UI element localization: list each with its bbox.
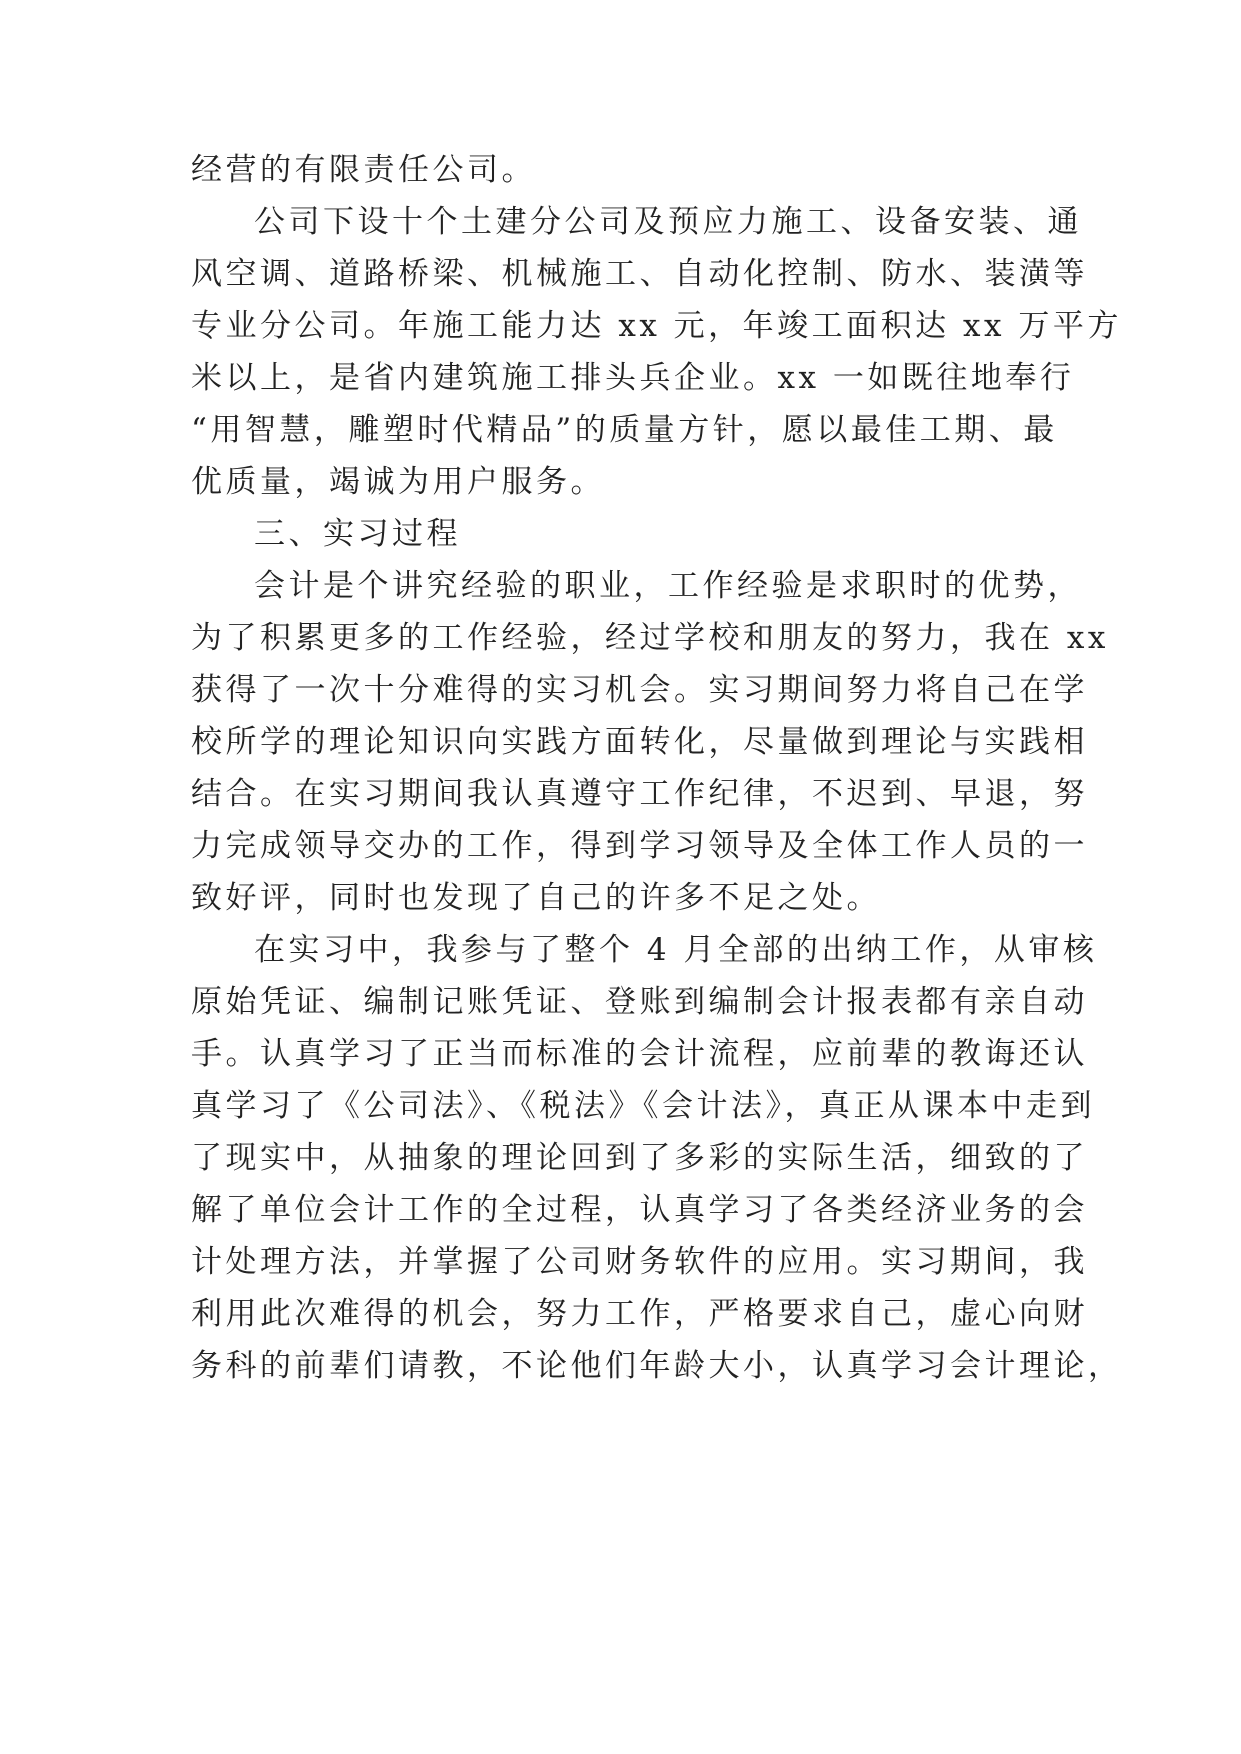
text-line-9: 会计是个讲究经验的职业，工作经验是求职时的优势， (254, 568, 1082, 604)
text-line-11: 获得了一次十分难得的实习机会。实习期间努力将自己在学 (191, 672, 1088, 708)
text-line-20: 了现实中，从抽象的理论回到了多彩的实际生活，细致的了 (191, 1140, 1088, 1176)
text-line-17: 原始凭证、编制记账凭证、登账到编制会计报表都有亲自动 (191, 984, 1088, 1020)
text-line-5: 米以上，是省内建筑施工排头兵企业。xx 一如既往地奉行 (191, 360, 1075, 396)
text-line-19: 真学习了《公司法》、《税法》《会计法》，真正从课本中走到 (191, 1088, 1095, 1124)
text-line-21: 解了单位会计工作的全过程，认真学习了各类经济业务的会 (191, 1192, 1088, 1228)
text-line-22: 计处理方法，并掌握了公司财务软件的应用。实习期间，我 (191, 1244, 1088, 1280)
text-line-6: “用智慧，雕塑时代精品”的质量方针，愿以最佳工期、最 (191, 412, 1058, 448)
text-line-13: 结合。在实习期间我认真遵守工作纪律，不迟到、早退，努 (191, 776, 1088, 812)
text-line-23: 利用此次难得的机会，努力工作，严格要求自己，虚心向财 (191, 1296, 1088, 1332)
text-line-24: 务科的前辈们请教，不论他们年龄大小，认真学习会计理论， (191, 1348, 1123, 1384)
text-line-1: 经营的有限责任公司。 (191, 152, 536, 188)
section-heading: 三、实习过程 (254, 516, 461, 552)
text-line-3: 风空调、道路桥梁、机械施工、自动化控制、防水、装潢等 (191, 256, 1088, 292)
text-line-2: 公司下设十个土建分公司及预应力施工、设备安装、通 (254, 204, 1082, 240)
text-line-14: 力完成领导交办的工作，得到学习领导及全体工作人员的一 (191, 828, 1088, 864)
text-line-12: 校所学的理论知识向实践方面转化，尽量做到理论与实践相 (191, 724, 1088, 760)
text-line-16: 在实习中，我参与了整个 4 月全部的出纳工作，从审核 (254, 932, 1098, 968)
text-line-18: 手。认真学习了正当而标准的会计流程，应前辈的教诲还认 (191, 1036, 1088, 1072)
text-line-10: 为了积累更多的工作经验，经过学校和朋友的努力，我在 xx (191, 620, 1109, 656)
text-line-15: 致好评，同时也发现了自己的许多不足之处。 (191, 880, 881, 916)
text-line-4: 专业分公司。年施工能力达 xx 元，年竣工面积达 xx 万平方 (191, 308, 1122, 344)
text-line-7: 优质量，竭诚为用户服务。 (191, 464, 605, 500)
